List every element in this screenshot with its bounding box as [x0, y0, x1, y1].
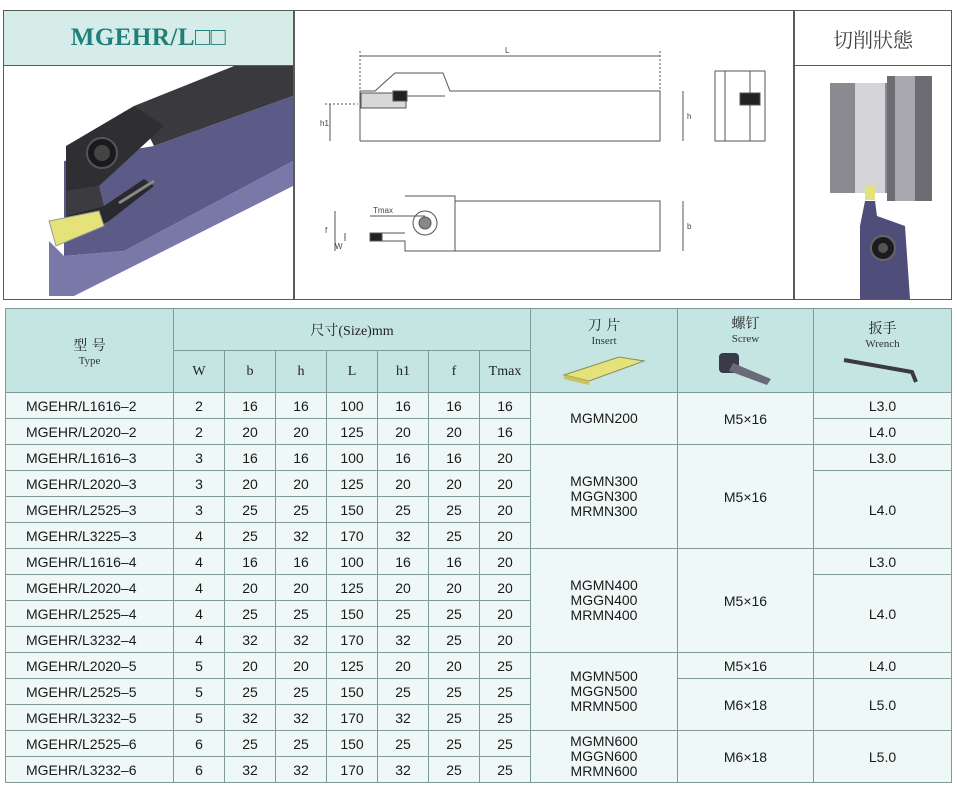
size-cell-h: 32 — [276, 627, 327, 653]
size-cell-l: 170 — [327, 757, 378, 783]
insert-cell — [531, 731, 678, 783]
size-cell-f: 20 — [429, 575, 480, 601]
dim-h-label: h — [687, 112, 692, 121]
size-cell-b: 25 — [225, 497, 276, 523]
insert-cell — [531, 549, 678, 653]
insert-code: MGMN600 — [570, 733, 638, 749]
size-cell-h1: 25 — [378, 731, 429, 757]
size-cell-l: 125 — [327, 653, 378, 679]
size-cell-w: 4 — [174, 627, 225, 653]
size-cell-b: 25 — [225, 679, 276, 705]
size-cell-h1: 32 — [378, 705, 429, 731]
size-cell-l: 100 — [327, 393, 378, 419]
size-cell-w: 4 — [174, 523, 225, 549]
size-cell-l: 125 — [327, 575, 378, 601]
size-cell-tmax: 20 — [480, 471, 531, 497]
size-cell-tmax: 25 — [480, 679, 531, 705]
type-cell: MGEHR/L2020–5 — [6, 653, 174, 679]
col-header-b: b — [225, 351, 276, 393]
size-cell-h1: 25 — [378, 601, 429, 627]
col-header-f: f — [429, 351, 480, 393]
spec-table — [5, 308, 952, 783]
size-cell-f: 25 — [429, 679, 480, 705]
insert-code: MGGN400 — [570, 592, 638, 608]
size-cell-tmax: 20 — [480, 445, 531, 471]
size-cell-h1: 32 — [378, 523, 429, 549]
wrench-cell: L4.0 — [814, 653, 952, 679]
size-cell-h1: 25 — [378, 497, 429, 523]
size-cell-h: 20 — [276, 419, 327, 445]
size-cell-h: 20 — [276, 653, 327, 679]
type-cell: MGEHR/L2525–3 — [6, 497, 174, 523]
dim-tmax-label: Tmax — [373, 206, 393, 215]
table-row — [6, 653, 952, 679]
size-cell-h: 20 — [276, 575, 327, 601]
size-header — [174, 309, 531, 351]
size-cell-l: 150 — [327, 679, 378, 705]
type-cell: MGEHR/L3232–6 — [6, 757, 174, 783]
size-cell-tmax: 20 — [480, 497, 531, 523]
spec-table-body — [6, 393, 952, 783]
size-cell-b: 25 — [225, 731, 276, 757]
insert-header-cn: 刀 片 — [587, 317, 621, 334]
wrench-cell: L4.0 — [814, 419, 952, 445]
product-title: MGEHR/L□□ — [70, 24, 227, 51]
insert-code: MRMN500 — [570, 698, 638, 714]
size-cell-b: 32 — [225, 757, 276, 783]
size-cell-l: 170 — [327, 627, 378, 653]
size-cell-b: 16 — [225, 549, 276, 575]
size-cell-h: 20 — [276, 471, 327, 497]
size-cell-f: 16 — [429, 393, 480, 419]
wrench-cell: L5.0 — [814, 731, 952, 783]
size-cell-f: 25 — [429, 627, 480, 653]
wrench-header-cn: 扳手 — [868, 320, 897, 337]
type-cell: MGEHR/L2525–5 — [6, 679, 174, 705]
size-cell-tmax: 16 — [480, 393, 531, 419]
size-cell-w: 4 — [174, 575, 225, 601]
type-header — [6, 309, 174, 393]
tool-holder-illustration — [4, 11, 293, 299]
size-cell-h: 25 — [276, 731, 327, 757]
insert-code: MGGN300 — [570, 488, 638, 504]
wrench-cell: L4.0 — [814, 575, 952, 653]
dim-f-label: f — [325, 226, 328, 235]
size-cell-l: 150 — [327, 601, 378, 627]
insert-code: MRMN600 — [570, 763, 638, 779]
size-cell-w: 5 — [174, 653, 225, 679]
size-cell-h: 16 — [276, 393, 327, 419]
insert-code: MGMN200 — [570, 410, 638, 426]
size-cell-tmax: 16 — [480, 419, 531, 445]
size-cell-h1: 20 — [378, 653, 429, 679]
size-cell-b: 20 — [225, 471, 276, 497]
size-cell-tmax: 20 — [480, 549, 531, 575]
size-cell-tmax: 25 — [480, 705, 531, 731]
size-cell-tmax: 20 — [480, 575, 531, 601]
table-row — [6, 549, 952, 575]
type-cell: MGEHR/L2020–4 — [6, 575, 174, 601]
size-cell-l: 150 — [327, 497, 378, 523]
size-cell-tmax: 20 — [480, 601, 531, 627]
insert-cell — [531, 393, 678, 445]
dim-h1-label: h1 — [320, 119, 329, 128]
size-cell-w: 6 — [174, 731, 225, 757]
insert-code: MGGN600 — [570, 748, 638, 764]
dim-b-label: b — [687, 222, 692, 231]
table-row — [6, 731, 952, 757]
type-cell: MGEHR/L2525–4 — [6, 601, 174, 627]
size-cell-h: 16 — [276, 445, 327, 471]
size-cell-l: 170 — [327, 705, 378, 731]
size-cell-w: 6 — [174, 757, 225, 783]
insert-cell — [531, 653, 678, 731]
wrench-cell: L5.0 — [814, 679, 952, 731]
dim-w-label: W — [335, 242, 343, 251]
insert-code: MGMN300 — [570, 473, 638, 489]
size-cell-f: 20 — [429, 653, 480, 679]
wrench-icon — [838, 354, 928, 384]
type-cell: MGEHR/L1616–2 — [6, 393, 174, 419]
type-cell: MGEHR/L1616–4 — [6, 549, 174, 575]
product-illustration-panel — [3, 10, 294, 300]
size-cell-b: 20 — [225, 653, 276, 679]
size-cell-tmax: 25 — [480, 653, 531, 679]
screw-icon — [711, 349, 781, 389]
size-cell-tmax: 20 — [480, 523, 531, 549]
dim-L-label: L — [505, 46, 510, 55]
size-cell-f: 25 — [429, 601, 480, 627]
size-cell-w: 4 — [174, 601, 225, 627]
size-cell-b: 16 — [225, 445, 276, 471]
size-cell-f: 20 — [429, 471, 480, 497]
type-cell: MGEHR/L1616–3 — [6, 445, 174, 471]
size-cell-l: 100 — [327, 445, 378, 471]
type-cell: MGEHR/L3232–4 — [6, 627, 174, 653]
size-cell-w: 4 — [174, 549, 225, 575]
screw-cell: M6×18 — [678, 731, 814, 783]
insert-code: MGMN400 — [570, 577, 638, 593]
size-cell-f: 25 — [429, 497, 480, 523]
insert-header-en: Insert — [591, 334, 617, 347]
type-cell: MGEHR/L2020–3 — [6, 471, 174, 497]
col-header-h1: h1 — [378, 351, 429, 393]
type-cell: MGEHR/L3232–5 — [6, 705, 174, 731]
dimension-drawing — [295, 11, 793, 299]
size-header-label: 尺寸(Size)mm — [310, 323, 394, 339]
size-cell-w: 2 — [174, 393, 225, 419]
screw-header-cn: 螺钉 — [731, 315, 760, 332]
size-cell-b: 16 — [225, 393, 276, 419]
insert-icon — [559, 351, 649, 387]
size-cell-h1: 16 — [378, 549, 429, 575]
wrench-cell: L3.0 — [814, 445, 952, 471]
wrench-cell: L4.0 — [814, 471, 952, 549]
type-cell: MGEHR/L2020–2 — [6, 419, 174, 445]
insert-code: MRMN300 — [570, 503, 638, 519]
col-header-tmax: Tmax — [480, 351, 531, 393]
size-cell-h1: 16 — [378, 445, 429, 471]
table-row — [6, 393, 952, 419]
size-cell-w: 2 — [174, 419, 225, 445]
size-cell-h: 32 — [276, 523, 327, 549]
wrench-cell: L3.0 — [814, 549, 952, 575]
size-cell-f: 25 — [429, 757, 480, 783]
size-cell-w: 5 — [174, 679, 225, 705]
size-cell-f: 16 — [429, 549, 480, 575]
size-cell-h1: 25 — [378, 679, 429, 705]
size-cell-l: 150 — [327, 731, 378, 757]
size-cell-l: 170 — [327, 523, 378, 549]
size-cell-h1: 32 — [378, 627, 429, 653]
screw-cell: M5×16 — [678, 549, 814, 653]
size-cell-l: 125 — [327, 471, 378, 497]
size-cell-l: 125 — [327, 419, 378, 445]
size-cell-w: 5 — [174, 705, 225, 731]
size-cell-h: 32 — [276, 705, 327, 731]
table-row — [6, 679, 952, 705]
size-cell-b: 25 — [225, 523, 276, 549]
size-cell-b: 20 — [225, 575, 276, 601]
insert-cell — [531, 445, 678, 549]
size-cell-b: 20 — [225, 419, 276, 445]
size-cell-b: 25 — [225, 601, 276, 627]
screw-cell: M6×18 — [678, 679, 814, 731]
wrench-header — [814, 309, 952, 393]
size-cell-h: 32 — [276, 757, 327, 783]
dimension-drawing-panel — [294, 10, 794, 300]
type-header-en: Type — [78, 354, 101, 367]
size-cell-f: 16 — [429, 445, 480, 471]
screw-header — [678, 309, 814, 393]
type-cell: MGEHR/L2525–6 — [6, 731, 174, 757]
size-cell-h1: 20 — [378, 471, 429, 497]
screw-cell: M5×16 — [678, 393, 814, 445]
size-cell-b: 32 — [225, 627, 276, 653]
table-row — [6, 445, 952, 471]
size-cell-h: 25 — [276, 679, 327, 705]
size-cell-h: 25 — [276, 497, 327, 523]
insert-code: MGGN500 — [570, 683, 638, 699]
size-cell-f: 25 — [429, 523, 480, 549]
size-cell-h1: 20 — [378, 419, 429, 445]
wrench-header-en: Wrench — [865, 337, 900, 350]
size-cell-f: 25 — [429, 705, 480, 731]
cutting-state-illustration — [795, 11, 951, 299]
type-header-cn: 型 号 — [73, 337, 106, 354]
size-cell-h1: 20 — [378, 575, 429, 601]
size-cell-h1: 32 — [378, 757, 429, 783]
size-cell-tmax: 25 — [480, 757, 531, 783]
size-cell-tmax: 20 — [480, 627, 531, 653]
size-cell-h: 25 — [276, 601, 327, 627]
screw-cell: M5×16 — [678, 653, 814, 679]
col-header-w: W — [174, 351, 225, 393]
size-cell-w: 3 — [174, 471, 225, 497]
col-header-l: L — [327, 351, 378, 393]
size-cell-tmax: 25 — [480, 731, 531, 757]
size-cell-l: 100 — [327, 549, 378, 575]
insert-code: MRMN400 — [570, 607, 638, 623]
cutting-state-panel — [794, 10, 952, 300]
size-cell-h: 16 — [276, 549, 327, 575]
size-cell-h1: 16 — [378, 393, 429, 419]
size-cell-f: 25 — [429, 731, 480, 757]
col-header-h: h — [276, 351, 327, 393]
insert-code: MGMN500 — [570, 668, 638, 684]
size-cell-w: 3 — [174, 445, 225, 471]
size-cell-b: 32 — [225, 705, 276, 731]
screw-cell: M5×16 — [678, 445, 814, 549]
size-cell-f: 20 — [429, 419, 480, 445]
cutting-state-title: 切削狀態 — [833, 27, 913, 52]
type-cell: MGEHR/L3225–3 — [6, 523, 174, 549]
size-cell-w: 3 — [174, 497, 225, 523]
insert-header — [531, 309, 678, 393]
screw-header-en: Screw — [731, 332, 760, 345]
wrench-cell: L3.0 — [814, 393, 952, 419]
